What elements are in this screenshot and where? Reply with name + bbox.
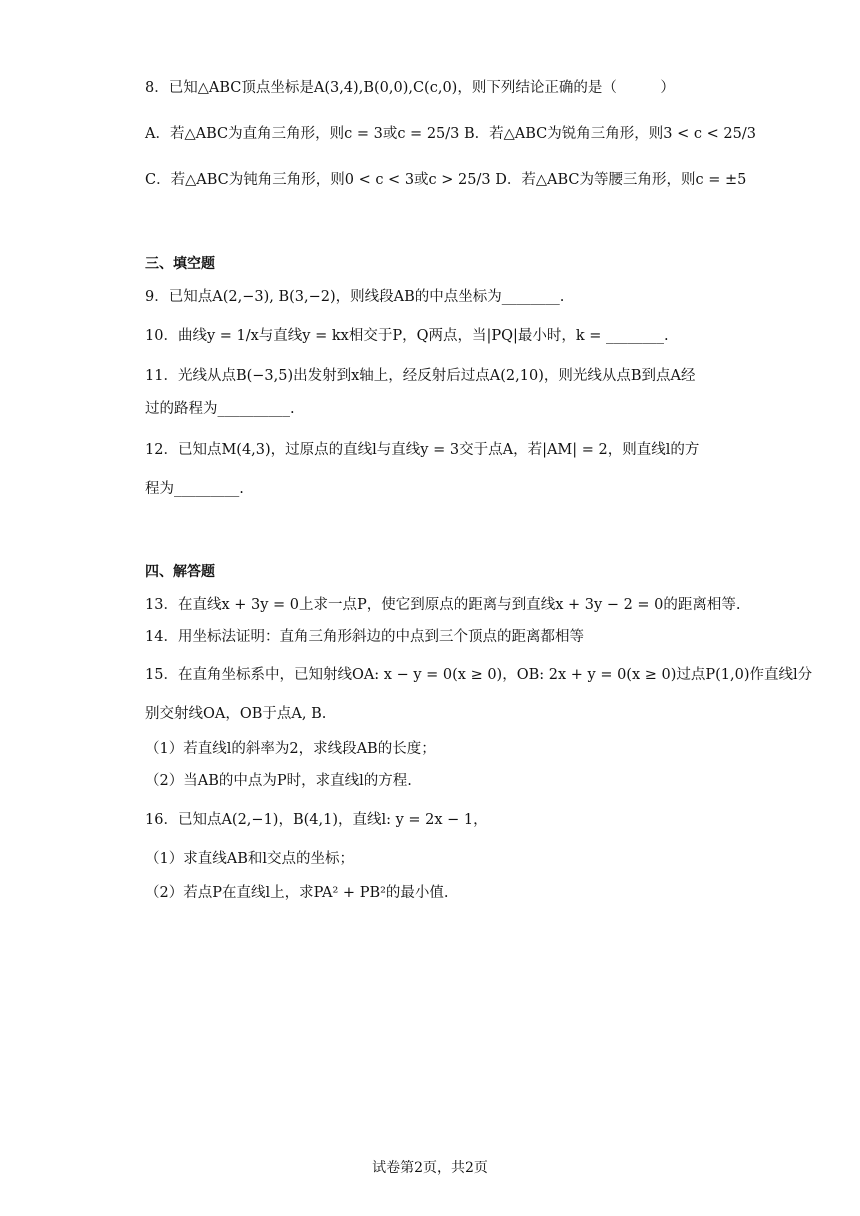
question-15-line-2: 别交射线OA，OB于点A, B. xyxy=(145,706,327,722)
question-15-line-1: 15．在直角坐标系中，已知射线OA: x − y = 0(x ≥ 0)，OB: 2x + y = 0(x ≥ 0)过点P(1,0)作直线l分 xyxy=(145,667,813,683)
question-8-stem: 8．已知△ABC顶点坐标是A(3,4),B(0,0),C(c,0)，则下列结论正确的是（ ） xyxy=(145,80,675,96)
question-11-line-1: 11．光线从点B(−3,5)出发射到x轴上，经反射后过点A(2,10)，则光线从点B到点A经 xyxy=(145,368,696,384)
question-12-line-1: 12．已知点M(4,3)，过原点的直线l与直线y = 3交于点A，若|AM| = 2，则直线l的方 xyxy=(145,442,700,458)
question-16: 16．已知点A(2,−1)，B(4,1)，直线l: y = 2x − 1， xyxy=(145,812,488,828)
question-12-line-2: 程为_________. xyxy=(145,481,244,497)
question-16-part-1: （1）求直线AB和l交点的坐标； xyxy=(145,851,354,867)
section-fill-in-blank-heading: 三、填空题 xyxy=(145,256,215,272)
section-answer-heading: 四、解答题 xyxy=(145,564,215,580)
question-14: 14．用坐标法证明：直角三角形斜边的中点到三个顶点的距离都相等 xyxy=(145,629,584,645)
question-13: 13．在直线x + 3y = 0上求一点P，使它到原点的距离与到直线x + 3y − 2 = 0的距离相等. xyxy=(145,597,741,613)
question-11-line-2: 过的路程为__________. xyxy=(145,401,295,417)
question-8-options-ab: A．若△ABC为直角三角形，则c = 3或c = 25/3 B．若△ABC为锐角三角形，则3 < c < 25/3 xyxy=(145,126,756,142)
question-8-options-cd: C．若△ABC为钝角三角形，则0 < c < 3或c > 25/3 D．若△ABC为等腰三角形，则c = ±5 xyxy=(145,172,747,188)
question-15-part-1: （1）若直线l的斜率为2，求线段AB的长度； xyxy=(145,741,436,757)
question-10: 10．曲线y = 1/x与直线y = kx相交于P，Q两点，当|PQ|最小时，k = ________. xyxy=(145,328,669,344)
question-16-part-2: （2）若点P在直线l上，求PA² + PB²的最小值. xyxy=(145,885,449,901)
question-15-part-2: （2）当AB的中点为P时，求直线l的方程. xyxy=(145,773,412,789)
page-footer: 试卷第2页，共2页 xyxy=(372,1160,488,1176)
question-9: 9．已知点A(2,−3), B(3,−2)，则线段AB的中点坐标为________. xyxy=(145,289,565,305)
